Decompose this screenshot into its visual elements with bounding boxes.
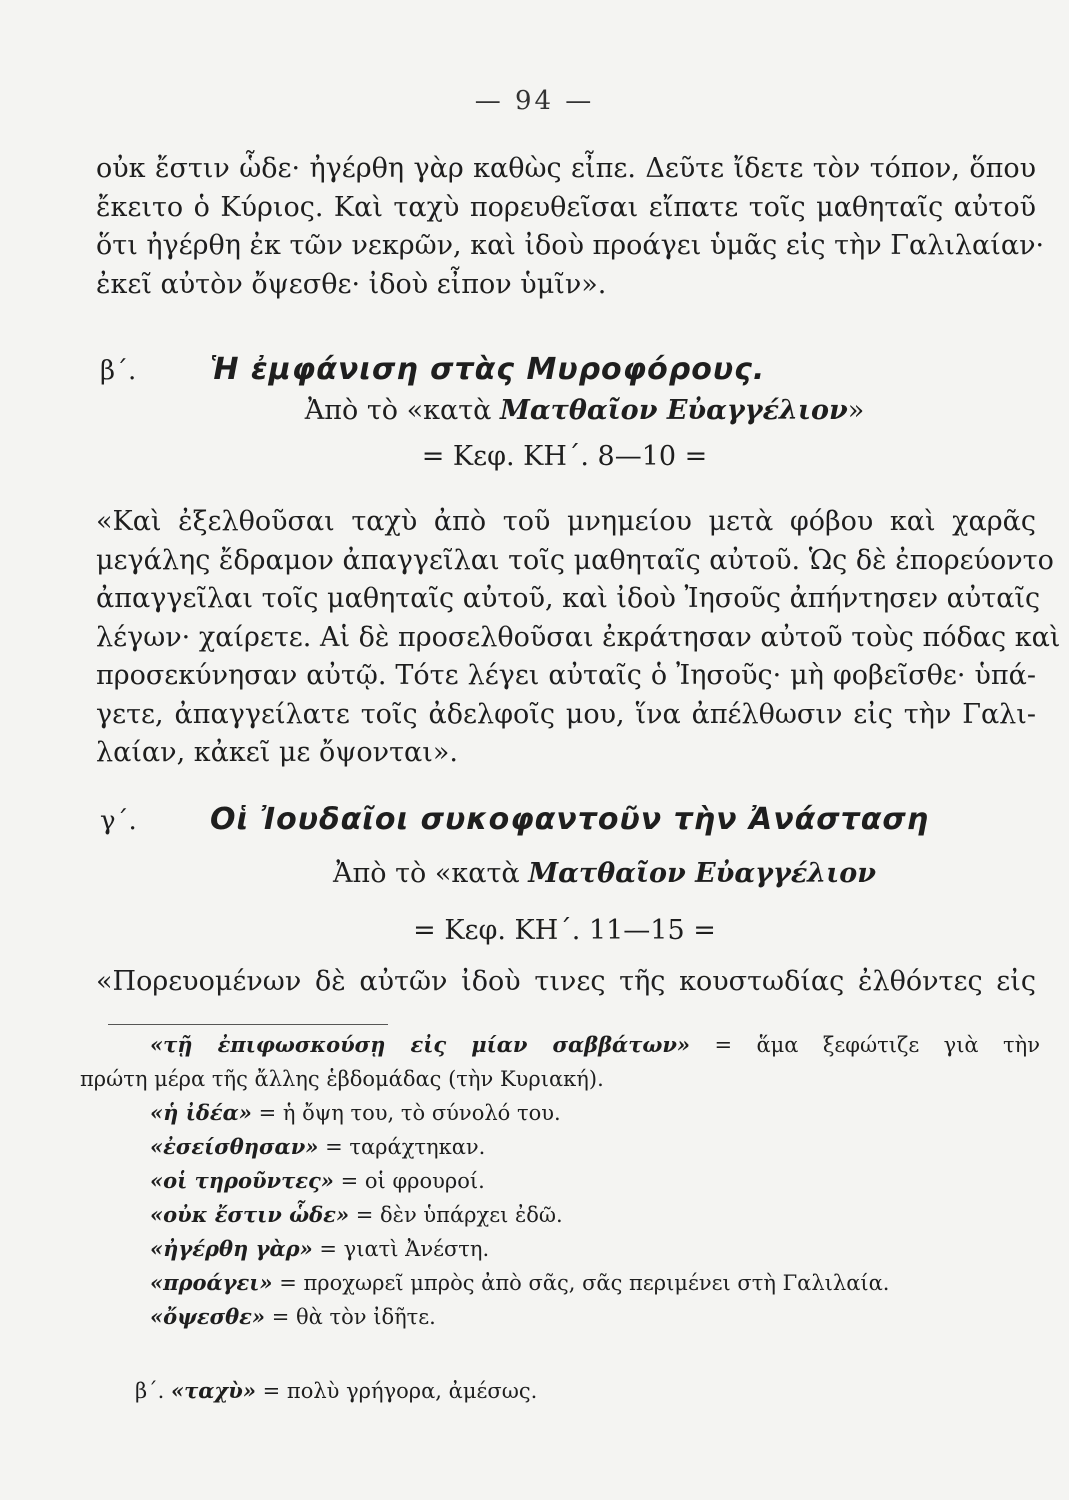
source-gospel: Ματθαῖον Εὐαγγέλιον	[500, 395, 848, 426]
footnote-gloss: πρώτη μέρα τῆς ἄλλης ἑβδομάδας (τὴν Κυριακή).	[80, 1067, 604, 1091]
text-line: ἐκεῖ αὐτὸν ὄψεσθε· ἰδοὺ εἶπον ὑμῖν».	[96, 268, 607, 300]
text-line: ὅτι ἠγέρθη ἐκ τῶν νεκρῶν, καὶ ἰδοὺ προάγει ὑμᾶς εἰς τὴν Γαλιλαίαν·	[96, 230, 1045, 261]
footnote	[110, 1096, 1040, 1130]
paragraph-3	[96, 963, 1036, 1002]
text-line: ἀπαγγεῖλαι τοῖς μαθηταῖς αὐτοῦ, καὶ ἰδοὺ Ἰησοῦς ἀπήντησεν αὐταῖς	[96, 583, 1041, 614]
source-prefix: Ἀπὸ τὸ «κατὰ	[333, 858, 529, 889]
footnote-gloss: = ταράχτηκαν.	[325, 1135, 486, 1159]
text-line: οὐκ ἔστιν ὧδε· ἠγέρθη γὰρ καθὼς εἶπε. Δεῦτε ἴδετε τὸν τόπον, ὅπου	[96, 153, 1036, 184]
footnote-term: «ἡ ἰδέα»	[150, 1100, 252, 1125]
footnote-term: «οἱ τηροῦντες»	[150, 1168, 334, 1193]
section-marker: β΄.	[100, 356, 137, 386]
text-line: «Καὶ ἐξελθοῦσαι ταχὺ ἀπὸ τοῦ μνημείου μετὰ φόβου καὶ χαρᾶς	[96, 506, 1036, 537]
footnote-b	[135, 1378, 537, 1403]
footnote	[110, 1028, 1040, 1062]
text-line: ἔκειτο ὁ Κύριος. Καὶ ταχὺ πορευθεῖσαι εἴπατε τοῖς μαθηταῖς αὐτοῦ	[96, 191, 1036, 223]
footnote	[110, 1130, 1040, 1164]
text-line: γετε, ἀπαγγείλατε τοῖς ἀδελφοῖς μου, ἵνα ἀπέλθωσιν εἰς τὴν Γαλι-	[96, 698, 1036, 730]
section-c-reference: = Κεφ. ΚΗ΄. 11—15 =	[413, 915, 716, 946]
source-suffix: »	[847, 395, 865, 426]
paragraph-2	[96, 503, 1061, 773]
section-b-reference: = Κεφ. ΚΗ΄. 8—10 =	[421, 441, 708, 472]
footnote-term: «ὄψεσθε»	[150, 1304, 266, 1329]
section-marker: γ΄.	[100, 806, 137, 836]
footnote	[110, 1266, 1040, 1300]
section-c-source	[70, 858, 1069, 889]
footnote-gloss: = θὰ τὸν ἰδῆτε.	[271, 1305, 436, 1329]
paragraph-1	[96, 150, 1045, 304]
footnote-gloss: = ἡ ὄψη του, τὸ σύνολό του.	[258, 1101, 561, 1125]
footnote-gloss: = πολὺ γρήγορα, ἀμέσως.	[262, 1379, 538, 1403]
footnote-term: «προάγει»	[150, 1270, 273, 1295]
section-b-source	[50, 395, 1069, 426]
footnote-gloss: = γιατὶ Ἀνέστη.	[319, 1237, 490, 1261]
text-line: λέγων· χαίρετε. Αἱ δὲ προσελθοῦσαι ἐκράτησαν αὐτοῦ τοὺς πόδας καὶ	[96, 621, 1061, 653]
footnote	[110, 1300, 1040, 1334]
footnote-divider	[108, 1024, 388, 1025]
footnote	[110, 1232, 1040, 1266]
text-line: «Πορευομένων δὲ αὐτῶν ἰδοὺ τινες τῆς κουστωδίας ἐλθόντες εἰς	[96, 966, 1036, 997]
page-number: — 94 —	[474, 86, 595, 116]
section-title: Οἱ Ἰουδαῖοι συκοφαντοῦν τὴν Ἀνάσταση	[210, 802, 930, 837]
footnote	[110, 1198, 1040, 1232]
footnote-gloss: = οἱ φρουροί.	[340, 1169, 485, 1193]
text-line: λαίαν, κἀκεῖ με ὄψονται».	[96, 737, 458, 768]
text-line: μεγάλης ἔδραμον ἀπαγγεῖλαι τοῖς μαθηταῖς αὐτοῦ. Ὡς δὲ ἐπορεύοντο	[96, 544, 1054, 576]
section-b-heading	[100, 352, 980, 387]
footnote-term: «ταχὺ»	[171, 1378, 256, 1403]
source-prefix: Ἀπὸ τὸ «κατὰ	[304, 395, 500, 426]
footnote-term: «ἠγέρθη γὰρ»	[150, 1236, 313, 1261]
footnotes	[80, 1028, 1040, 1334]
footnote-gloss: = ἅμα ξεφώτιζε γιὰ τὴν	[714, 1033, 1040, 1057]
text-line: προσεκύνησαν αὐτῷ. Τότε λέγει αὐταῖς ὁ Ἰησοῦς· μὴ φοβεῖσθε· ὑπά-	[96, 660, 1036, 691]
section-title: Ἡ ἐμφάνιση στὰς Μυροφόρους.	[210, 352, 766, 387]
footnote-term: «τῇ ἐπιφωσκούσῃ εἰς μίαν σαββάτων»	[150, 1032, 691, 1057]
footnote-term: «ἐσείσθησαν»	[150, 1134, 319, 1159]
footnote-marker: β΄.	[135, 1379, 165, 1403]
footnote	[110, 1164, 1040, 1198]
footnote	[80, 1062, 1040, 1096]
footnote-term: «οὐκ ἔστιν ὧδε»	[150, 1202, 350, 1227]
footnote-gloss: = δὲν ὑπάρχει ἐδῶ.	[355, 1203, 563, 1227]
section-c-heading	[100, 802, 980, 837]
footnote-gloss: = προχωρεῖ μπρὸς ἀπὸ σᾶς, σᾶς περιμένει στὴ Γαλιλαία.	[279, 1271, 890, 1295]
source-gospel: Ματθαῖον Εὐαγγέλιον	[528, 858, 876, 889]
